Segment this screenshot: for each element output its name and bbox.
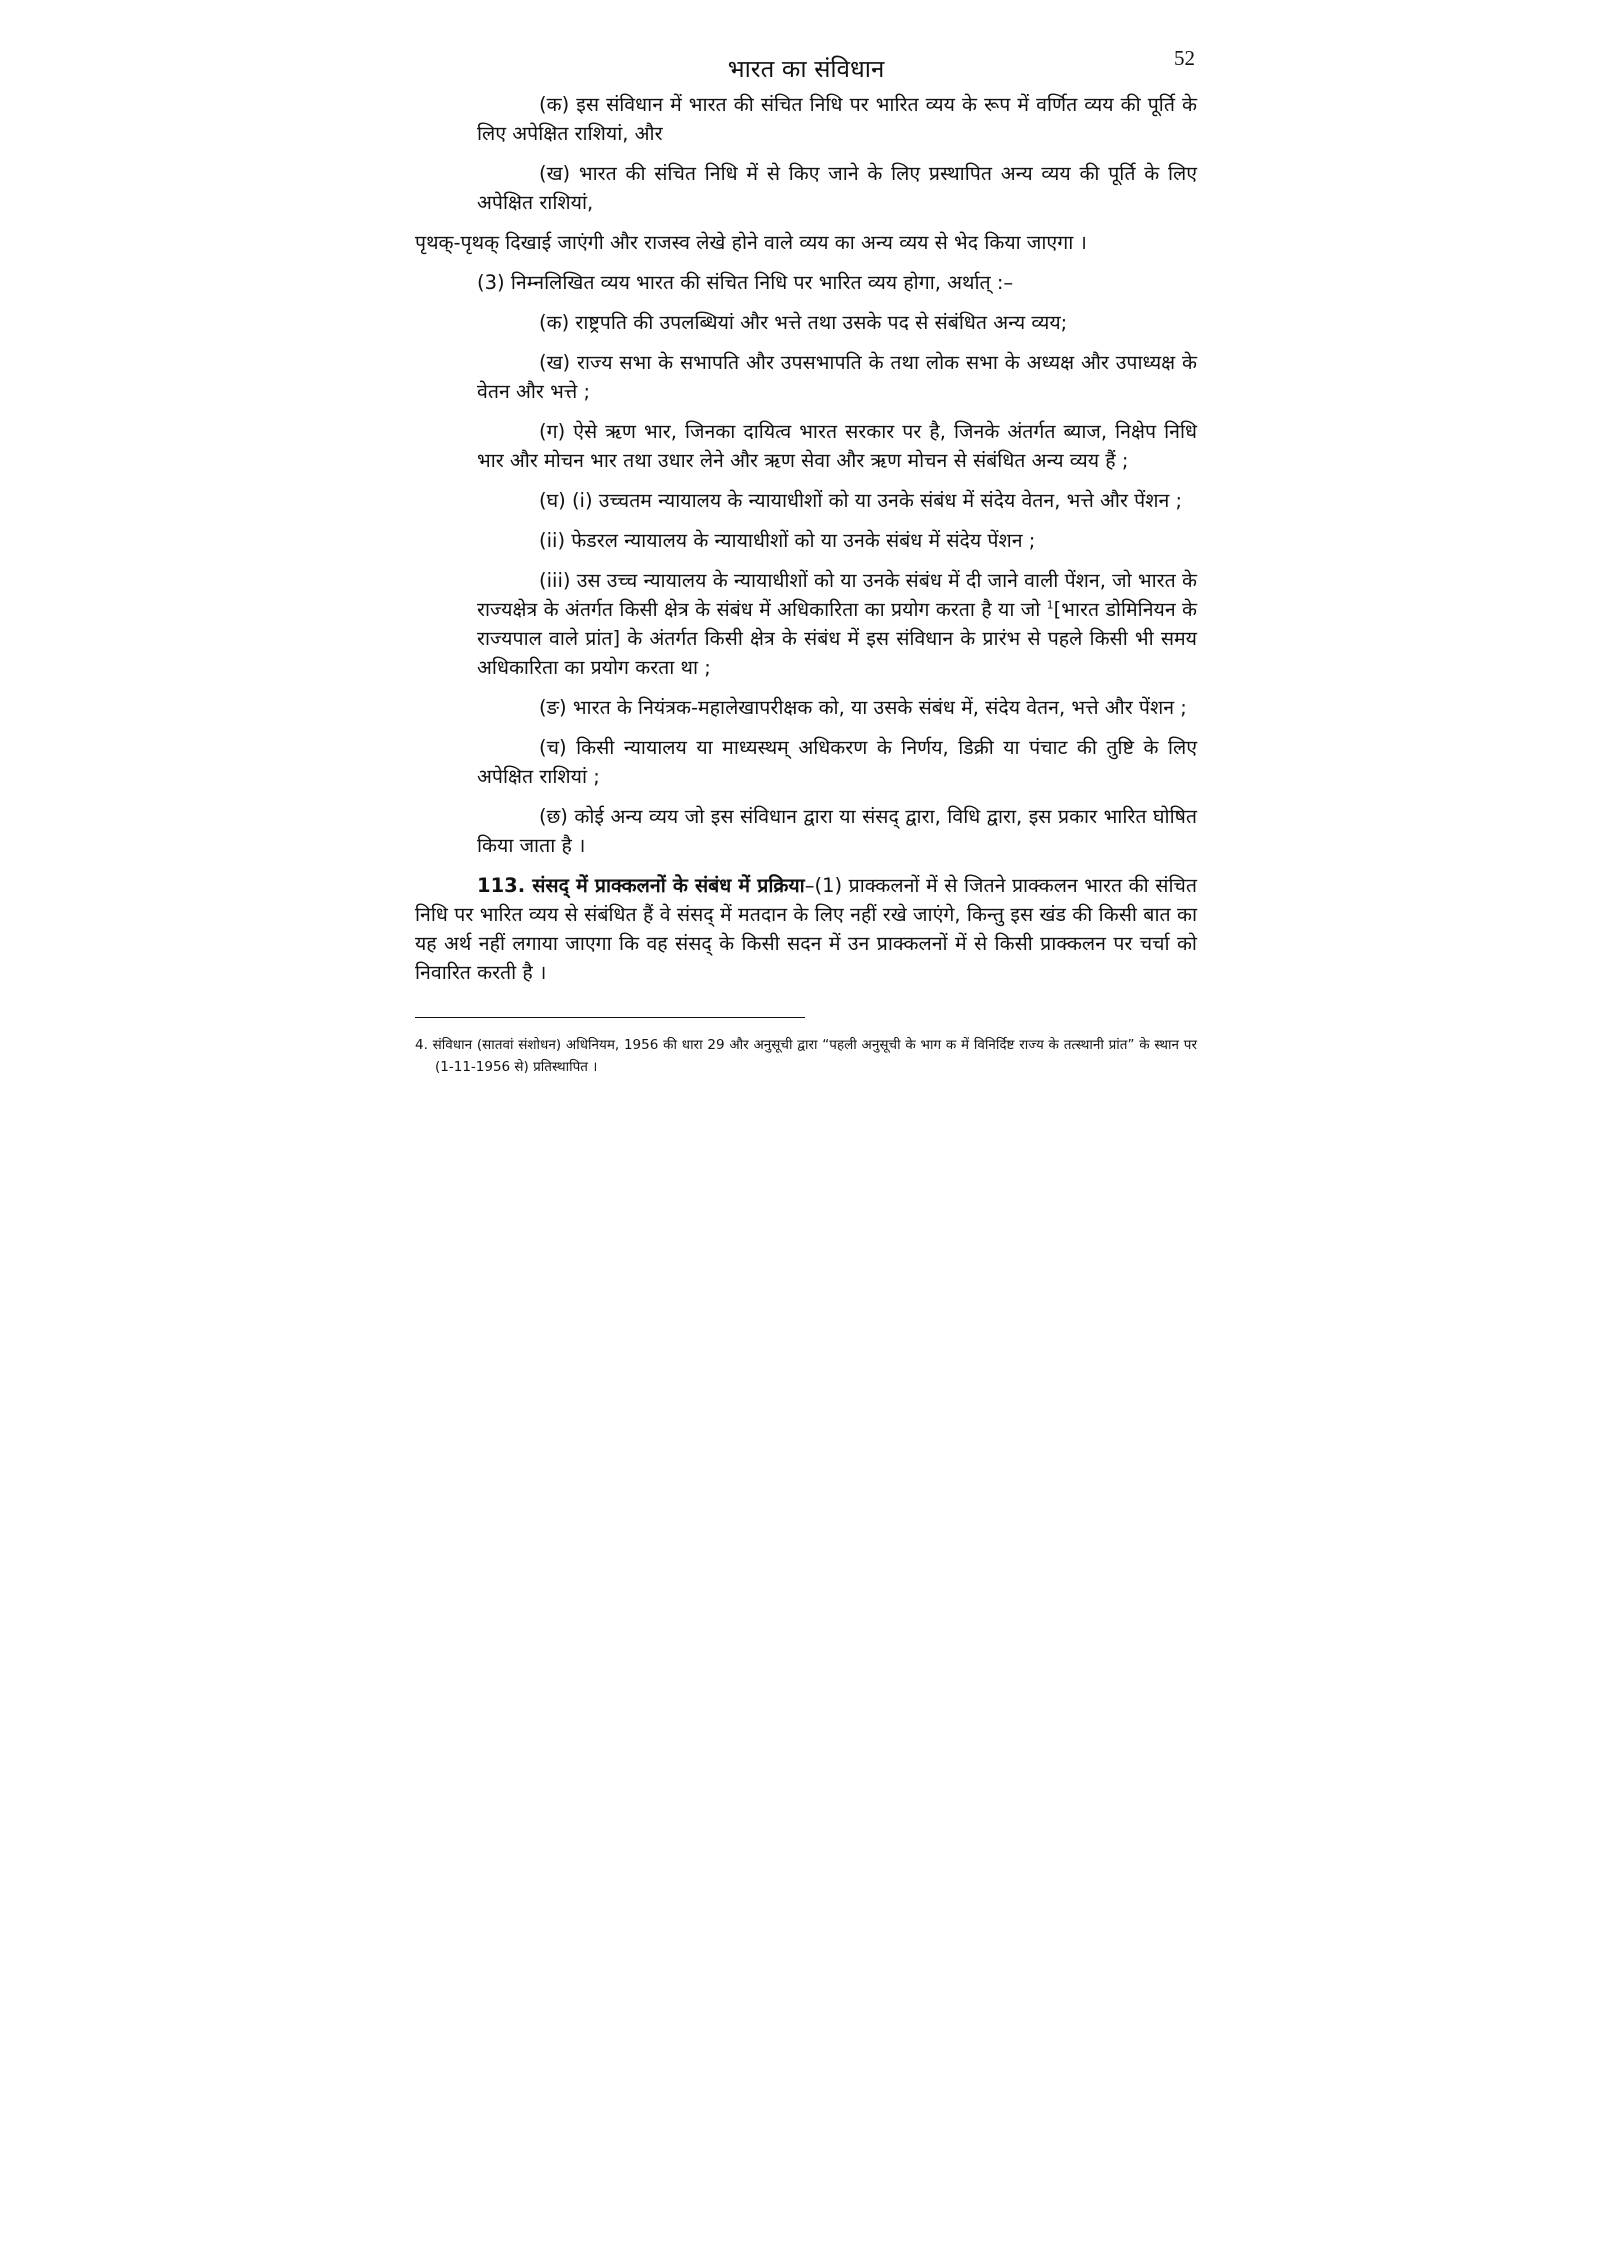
subclause-nga: (ङ) भारत के नियंत्रक-महालेखापरीक्षक को, या उसके संबंध में, संदेय वेतन, भत्ते और पेंशन ; [539,696,1187,719]
page-number: 52 [1174,46,1195,70]
clause-kha-other: (ख) भारत की संचित निधि में से किए जाने के लिए प्रस्थापित अन्य व्यय की पूर्ति के लिए अपेक्षित राशियां, [477,162,1197,214]
clause-ka-charged: (क) इस संविधान में भारत की संचित निधि पर भारित व्यय के रूप में वर्णित व्यय की पूर्ति के लिए अपेक्षित राशियां, और [477,93,1197,145]
footnote: 4. संविधान (सातवां संशोधन) अधिनियम, 1956 की धारा 29 और अनुसूची द्वारा “पहली अनुसूची के भाग क में विनिर्दिष्ट राज्य के तत्स्थानी प्रांत” के स्थान पर (1-11-1956 से) प्रतिस्थापित । [415,1037,1197,1075]
subclause-kha: (ख) राज्य सभा के सभापति और उपसभापति के तथा लोक सभा के अध्यक्ष और उपाध्यक्ष के वेतन और भत्ते ; [477,351,1197,403]
subclause-cha: (च) किसी न्यायालय या माध्यस्थम् अधिकरण के निर्णय, डिक्री या पंचाट की तुष्टि के लिए अपेक्षित राशियां ; [477,736,1197,788]
clause-continuation: पृथक्-पृथक् दिखाई जाएंगी और राजस्व लेखे होने वाले व्यय का अन्य व्यय से भेद किया जाएगा । [415,231,1087,254]
page-title: भारत का संविधान [727,55,885,83]
footnote-divider [415,1017,805,1018]
subclause-ka: (क) राष्ट्रपति की उपलब्धियां और भत्ते तथा उसके पद से संबंधित अन्य व्यय; [539,311,1068,334]
subclause-iii-text-b: [भारत डोमिनियन के राज्यपाल वाले प्रांत] के अंतर्गत किसी क्षेत्र के संबंध में इस संविधान के प्रारंभ से पहले किसी भी समय अधिकारिता का प्रयोग करता था ; [477,598,1198,679]
subclause-gha-iii [415,566,1197,682]
subclause-gha-ii: (ii) फेडरल न्यायालय के न्यायाधीशों को या उनके संबंध में संदेय पेंशन ; [539,529,1036,552]
document-page [415,40,1197,1078]
article-113 [415,871,1197,987]
article-113-text: –(1) प्राक्कलनों में से जितने प्राक्कलन भारत की संचित निधि पर भारित व्यय से संबंधित हैं वे संसद् में मतदान के लिए नहीं रखे जाएंगे, किन्तु इस खंड की किसी बात का यह अर्थ नहीं लगाया जाएगा कि वह संसद् के किसी सदन में उन प्राक्कलनों में से किसी प्राक्कलन पर चर्चा को निवारित करती है । [415,874,1197,984]
footnote-marker[interactable]: 1 [1046,598,1054,612]
article-113-heading: 113. संसद् में प्राक्कलनों के संबंध में प्रक्रिया [477,874,805,897]
subclause-ga: (ग) ऐसे ऋण भार, जिनका दायित्व भारत सरकार पर है, जिनके अंतर्गत ब्याज, निक्षेप निधि भार और मोचन भार तथा उधार लेने और ऋण सेवा और ऋण मोचन से संबंधित अन्य व्यय हैं ; [477,420,1197,472]
subclause-gha-i: (घ) (i) उच्चतम न्यायालय के न्यायाधीशों को या उनके संबंध में संदेय वेतन, भत्ते और पेंशन ; [539,489,1183,512]
clause-3: (3) निम्नलिखित व्यय भारत की संचित निधि पर भारित व्यय होगा, अर्थात् :– [477,271,1014,294]
subclause-chha: (छ) कोई अन्य व्यय जो इस संविधान द्वारा या संसद् द्वारा, विधि द्वारा, इस प्रकार भारित घोषित किया जाता है । [477,805,1197,857]
page-header [415,40,1197,90]
subclause-iii-text-a: (iii) उस उच्च न्यायालय के न्यायाधीशों को या उनके संबंध में दी जाने वाली पेंशन, जो भारत के राज्यक्षेत्र के अंतर्गत किसी क्षेत्र के संबंध में अधिकारिता का प्रयोग करता है या जो [477,569,1197,621]
